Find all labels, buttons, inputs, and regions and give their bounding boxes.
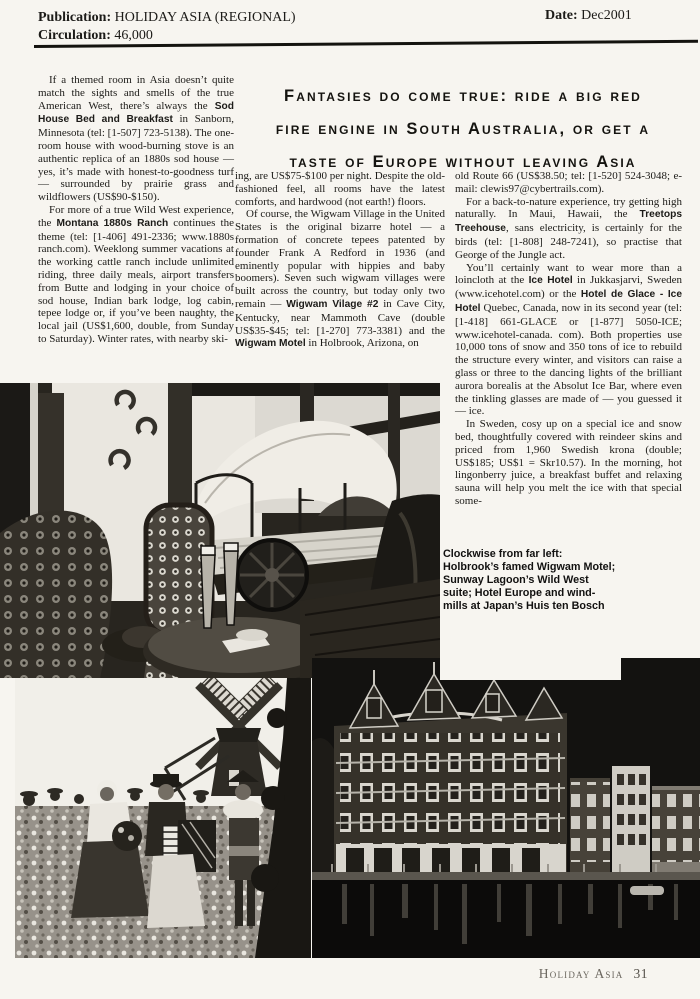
body-paragraph: For more of a true Wild West experience, the Montana 1880s Ranch continues the theme (tel: [1-406] 491-2336; www.1880s ranch.com). Weeklong summer vacations at the working cattle ranch include unlimited riding, three daily meals, airport transfers from Butte and lodging in your choice of sod house, Indian bark lodge, log cabin, tepee lodge or, if you’ve been naughty, the local jail (US$1,600, double, from Sunday to Saturday). Winter rates, with nearby ski-	[38, 203, 234, 345]
canal-boat	[630, 886, 664, 895]
photo-caption: Clockwise from far left: Holbrook’s famed Wigwam Motel; Sunway Lagoon’s Wild West suite; Hotel Europe and wind-mills at Japan’s Huis ten Bosch	[440, 548, 621, 680]
header-date	[545, 8, 632, 24]
body-paragraph: If a themed room in Asia doesn’t quite match the sights and smells of the true American West, there’s always the Sod House Bed and Breakfast in Sanborn, Minnesota (tel: [1-507] 723-5138). The one-room house with wood-burning stove is an authentic replica of an 1880s sod house — yes, it’s made with honest-to-goodness turf — surrounded by prairie grass and wildflowers (US$90-$150).	[38, 74, 234, 204]
body-paragraph: Of course, the Wigwam Village in the United States is the original bizarre hotel — a formation of concrete tepees patented by founder Frank A Redford in 1936 (and eminently popular with hippies and baby boomers). Seven such wigwam villages were built across the country, but today only two remain — Wigwam Vilage #2 in Cave City, Kentucky, near Mammoth Cave (double US$35-$45; tel: [1-270] 773-3381) and the Wigwam Motel in Holbrook, Arizona, on	[235, 208, 445, 350]
body-paragraph: old Route 66 (US$38.50; tel: [1-520] 524-3048; e-mail: clewis97@cybertrails.com).	[455, 170, 682, 195]
footer-page-number: 31	[633, 966, 648, 981]
circulation-value: 46,000	[114, 28, 153, 43]
header-publication	[38, 10, 296, 26]
headline-line: taste of Europe without leaving Asia	[289, 153, 637, 171]
wagon-room-illustration	[0, 383, 440, 678]
article-column-left	[38, 74, 234, 346]
body-paragraph: In Sweden, cosy up on a special ice and snow bed, thoughtfully covered with reindeer skins and priced from 1,960 Swedish krona (double; US$185; US$1 = Skr10.57). In the morning, hot lingonberry juice, a breakfast buffet and relaxing sauna will help you melt the ice with that special some-	[455, 418, 682, 507]
body-paragraph: For a back-to-nature experience, try getting high naturally. In Maui, Hawaii, the Treetops Treehouse, sans electricity, is certainly for the birds (tel: [1-808] 248-7241), so practise that George of the Jungle act.	[455, 195, 682, 261]
headline-line: fire engine in South Australia, or get a	[275, 120, 651, 138]
headline-line: Fantasies do come true: ride a big red	[284, 87, 642, 105]
date-label: Date:	[545, 8, 578, 23]
windmill-illustration	[15, 678, 311, 958]
article-column-middle	[235, 170, 445, 351]
quay-edge	[312, 872, 700, 880]
publication-value: HOLIDAY ASIA (REGIONAL)	[114, 10, 296, 25]
date-value: Dec2001	[581, 8, 632, 23]
windmill-costume-photo	[15, 678, 311, 958]
armchair	[0, 510, 112, 678]
page-footer	[0, 966, 648, 982]
publication-label: Publication:	[38, 10, 112, 25]
wagon-room-photo	[0, 383, 440, 678]
body-paragraph: You’ll certainly want to wear more than a loincloth at the Ice Hotel in Jukkasjarvi, Sweden (www.icehotel.com) or the Hotel de Glace - Ice Hotel Quebec, Canada, now in its second year (tel: [1-418] 661-GLACE or [1-877] 5050-ICE; www.icehotel-canada. com). Both properties use 10,000 tons of snow and 350 tons of ice to rebuild the structure every winter, and visitors can raise a glass or three to the dancing lights of the brilliant aurora borealis at the Absolut Ice Bar, where even the tinkling glasses are made of — you guessed it — ice.	[455, 261, 683, 418]
footer-magazine-name: Holiday Asia	[538, 966, 624, 981]
article-column-right	[455, 170, 682, 508]
body-paragraph: ing, are US$75-$100 per night. Despite the old-fashioned feel, all rooms have the latest comforts, and hardwood (not earth!) floors.	[235, 170, 445, 208]
hotel-europe-photo	[312, 658, 700, 958]
header-circulation	[38, 28, 153, 44]
circulation-label: Circulation:	[38, 28, 111, 43]
hotel-europe-illustration	[312, 658, 700, 958]
